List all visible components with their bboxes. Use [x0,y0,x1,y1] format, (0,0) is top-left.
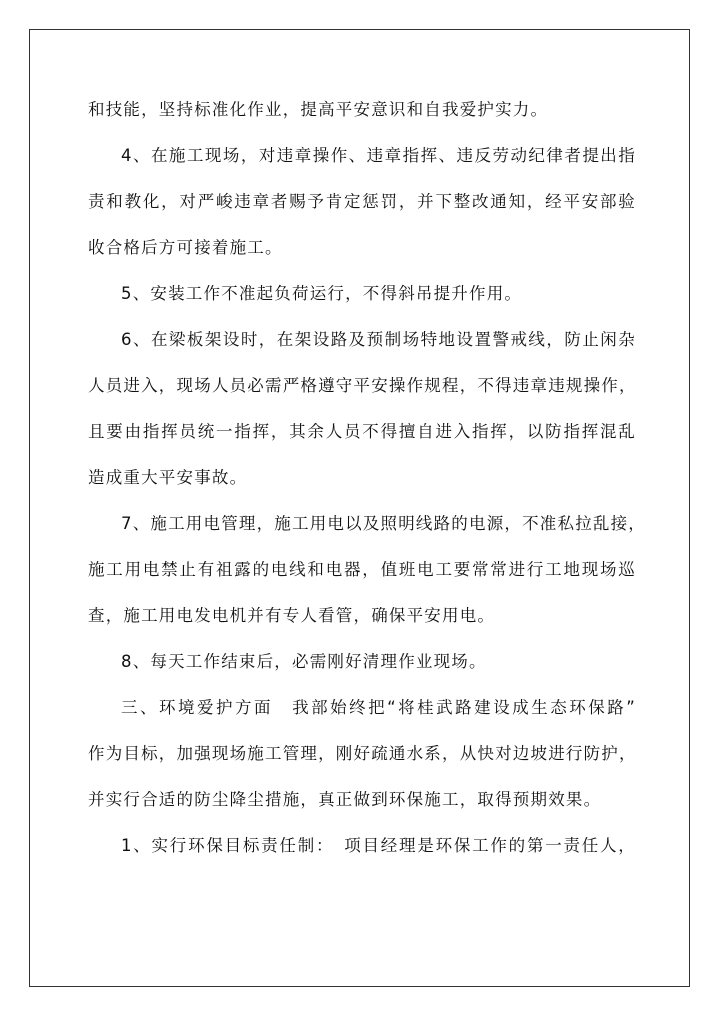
paragraph-line: 且要由指挥员统一指挥，其余人员不得擅自进入指挥，以防指挥混乱 [88,422,636,441]
paragraph-line: 收合格后方可接着施工。 [88,238,283,257]
paragraph-line: 施工用电禁止有祖露的电线和电器，值班电工要常常进行工地现场巡 [88,560,636,579]
paragraph-line: 造成重大平安事故。 [88,468,248,487]
paragraph-line: 8、每天工作结束后，必需刚好清理作业现场。 [121,652,487,671]
paragraph-line: 三、环境爱护方面 我部始终把“将桂武路建设成生态环保路” [121,698,636,717]
document-body [88,92,646,874]
paragraph-line: 责和教化，对严峻违章者赐予肯定惩罚，并下整改通知，经平安部验 [88,192,636,211]
paragraph-line: 6、在梁板架设时，在架设路及预制场特地设置警戒线，防止闲杂 [121,330,636,349]
paragraph-line: 5、安装工作不准起负荷运行，不得斜吊提升作用。 [121,284,523,303]
paragraph-line: 和技能，坚持标准化作业，提高平安意识和自我爱护实力。 [88,100,549,119]
paragraph-line: 作为目标，加强现场施工管理，刚好疏通水系，从快对边坡进行防护， [88,744,637,763]
paragraph-line: 查，施工用电发电机并有专人看管，确保平安用电。 [88,606,496,625]
paragraph-line: 并实行合适的防尘降尘措施，真正做到环保施工，取得预期效果。 [88,790,602,809]
paragraph-line: 7、施工用电管理，施工用电以及照明线路的电源，不准私拉乱接， [121,514,646,533]
paragraph-line: 1、实行环保目标责任制： 项目经理是环保工作的第一责任人， [121,836,636,855]
paragraph-line: 4、在施工现场，对违章操作、违章指挥、违反劳动纪律者提出指 [121,146,636,165]
paragraph-line: 人员进入，现场人员必需严格遵守平安操作规程，不得违章违规操作， [88,376,637,395]
